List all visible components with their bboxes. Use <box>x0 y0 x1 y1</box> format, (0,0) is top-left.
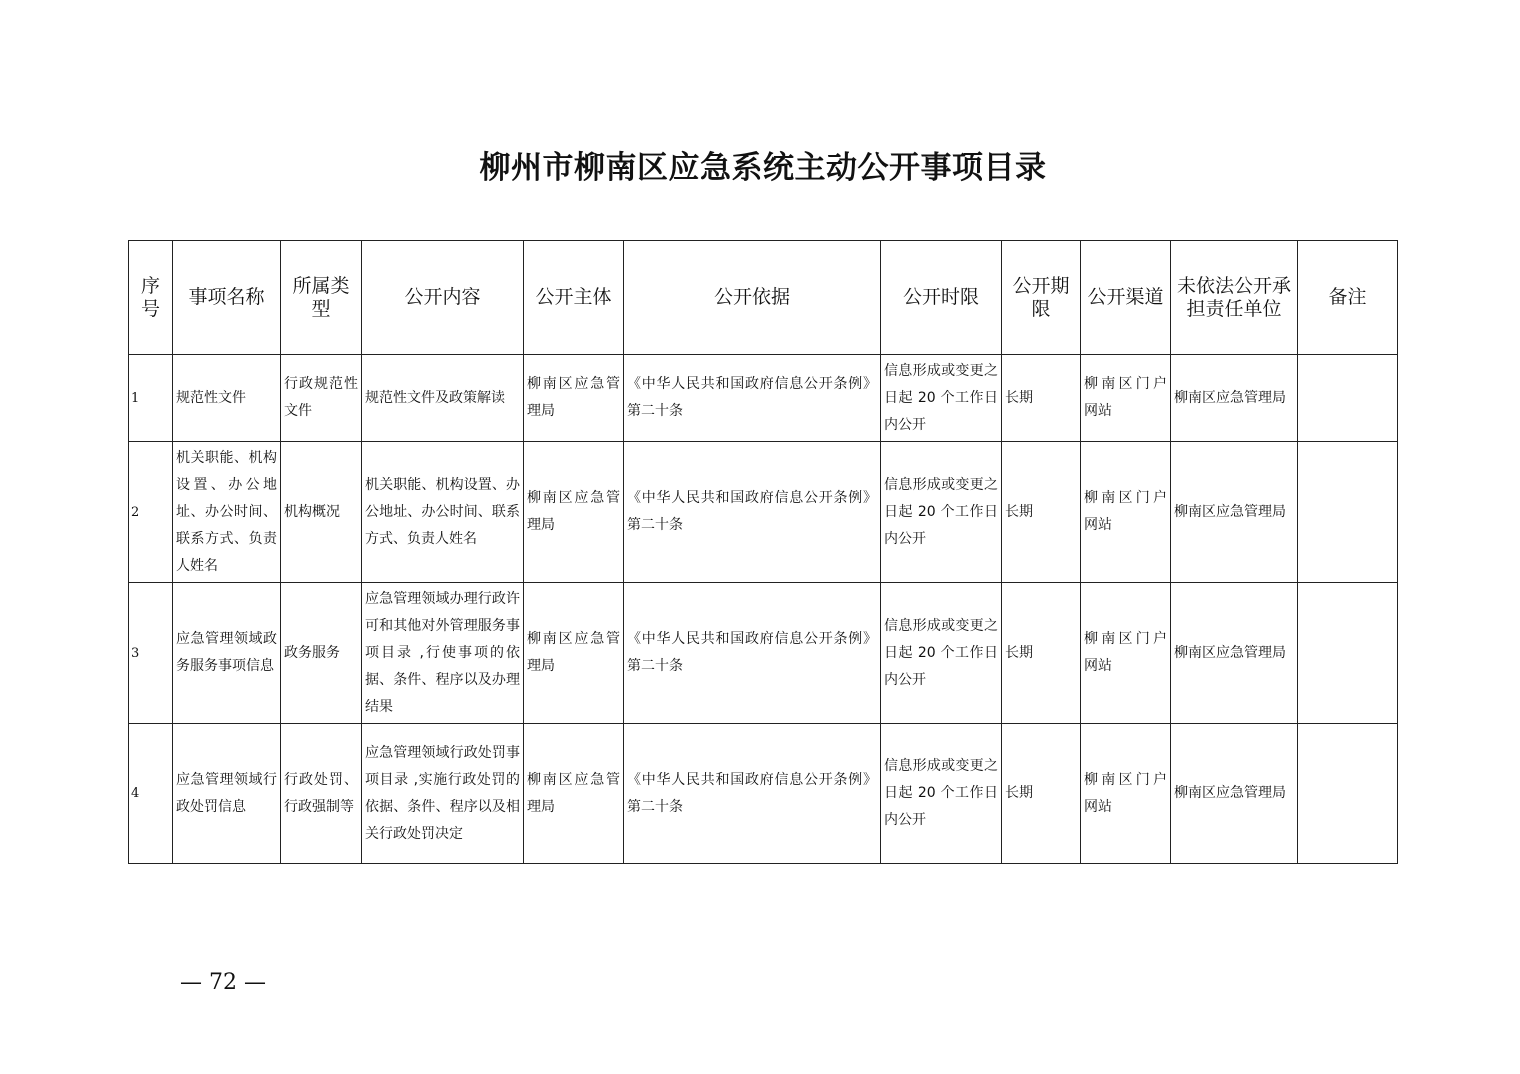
cell-disclosure-channel: 柳南区门户网站 <box>1081 442 1171 583</box>
cell-item-type: 行政规范性文件 <box>281 355 362 442</box>
cell-item-type: 机构概况 <box>281 442 362 583</box>
cell-remark <box>1298 355 1398 442</box>
cell-item-name: 规范性文件 <box>173 355 281 442</box>
header-disclosure-content: 公开内容 <box>362 241 524 355</box>
disclosure-catalog-table <box>128 240 1398 864</box>
cell-disclosure-basis: 《中华人民共和国政府信息公开条例》第二十条 <box>624 583 881 724</box>
cell-disclosure-subject: 柳南区应急管理局 <box>524 442 624 583</box>
cell-remark <box>1298 724 1398 864</box>
cell-disclosure-channel: 柳南区门户网站 <box>1081 724 1171 864</box>
cell-item-type: 政务服务 <box>281 583 362 724</box>
cell-responsible-unit: 柳南区应急管理局 <box>1171 355 1298 442</box>
cell-responsible-unit: 柳南区应急管理局 <box>1171 442 1298 583</box>
table-header-row <box>129 241 1398 355</box>
header-item-type: 所属类型 <box>281 241 362 355</box>
header-responsible-unit: 未依法公开承担责任单位 <box>1171 241 1298 355</box>
cell-serial-no: 1 <box>129 355 173 442</box>
cell-time-limit: 信息形成或变更之日起 20 个工作日内公开 <box>881 724 1002 864</box>
cell-disclosure-subject: 柳南区应急管理局 <box>524 724 624 864</box>
cell-remark <box>1298 583 1398 724</box>
cell-time-limit: 信息形成或变更之日起 20 个工作日内公开 <box>881 442 1002 583</box>
table-row <box>129 724 1398 864</box>
cell-responsible-unit: 柳南区应急管理局 <box>1171 724 1298 864</box>
cell-serial-no: 2 <box>129 442 173 583</box>
cell-disclosure-basis: 《中华人民共和国政府信息公开条例》第二十条 <box>624 442 881 583</box>
cell-disclosure-subject: 柳南区应急管理局 <box>524 355 624 442</box>
header-disclosure-subject: 公开主体 <box>524 241 624 355</box>
cell-disclosure-period: 长期 <box>1002 724 1081 864</box>
header-time-limit: 公开时限 <box>881 241 1002 355</box>
cell-disclosure-content: 应急管理领域行政处罚事项目录 ,实施行政处罚的依据、条件、程序以及相关行政处罚决定 <box>362 724 524 864</box>
document-title: 柳州市柳南区应急系统主动公开事项目录 <box>479 150 1047 186</box>
cell-time-limit: 信息形成或变更之日起 20 个工作日内公开 <box>881 583 1002 724</box>
header-remark: 备注 <box>1298 241 1398 355</box>
cell-disclosure-basis: 《中华人民共和国政府信息公开条例》第二十条 <box>624 724 881 864</box>
header-disclosure-basis: 公开依据 <box>624 241 881 355</box>
cell-disclosure-channel: 柳南区门户网站 <box>1081 355 1171 442</box>
table-row <box>129 355 1398 442</box>
table-row <box>129 442 1398 583</box>
cell-disclosure-content: 应急管理领域办理行政许可和其他对外管理服务事项目录 ,行使事项的依据、条件、程序以及办理结果 <box>362 583 524 724</box>
header-disclosure-channel: 公开渠道 <box>1081 241 1171 355</box>
cell-item-name: 应急管理领域行政处罚信息 <box>173 724 281 864</box>
cell-disclosure-basis: 《中华人民共和国政府信息公开条例》第二十条 <box>624 355 881 442</box>
cell-disclosure-period: 长期 <box>1002 442 1081 583</box>
cell-disclosure-channel: 柳南区门户网站 <box>1081 583 1171 724</box>
header-serial-no: 序号 <box>129 241 173 355</box>
cell-item-type: 行政处罚、行政强制等 <box>281 724 362 864</box>
cell-disclosure-content: 规范性文件及政策解读 <box>362 355 524 442</box>
cell-disclosure-content: 机关职能、机构设置、办公地址、办公时间、联系方式、负责人姓名 <box>362 442 524 583</box>
header-disclosure-period: 公开期限 <box>1002 241 1081 355</box>
cell-remark <box>1298 442 1398 583</box>
cell-disclosure-period: 长期 <box>1002 355 1081 442</box>
cell-item-name: 应急管理领域政务服务事项信息 <box>173 583 281 724</box>
cell-time-limit: 信息形成或变更之日起 20 个工作日内公开 <box>881 355 1002 442</box>
cell-responsible-unit: 柳南区应急管理局 <box>1171 583 1298 724</box>
cell-serial-no: 4 <box>129 724 173 864</box>
cell-disclosure-period: 长期 <box>1002 583 1081 724</box>
cell-item-name: 机关职能、机构设置、办公地址、办公时间、联系方式、负责人姓名 <box>173 442 281 583</box>
cell-disclosure-subject: 柳南区应急管理局 <box>524 583 624 724</box>
table-row <box>129 583 1398 724</box>
page-number: — 72 — <box>180 970 266 995</box>
header-item-name: 事项名称 <box>173 241 281 355</box>
cell-serial-no: 3 <box>129 583 173 724</box>
